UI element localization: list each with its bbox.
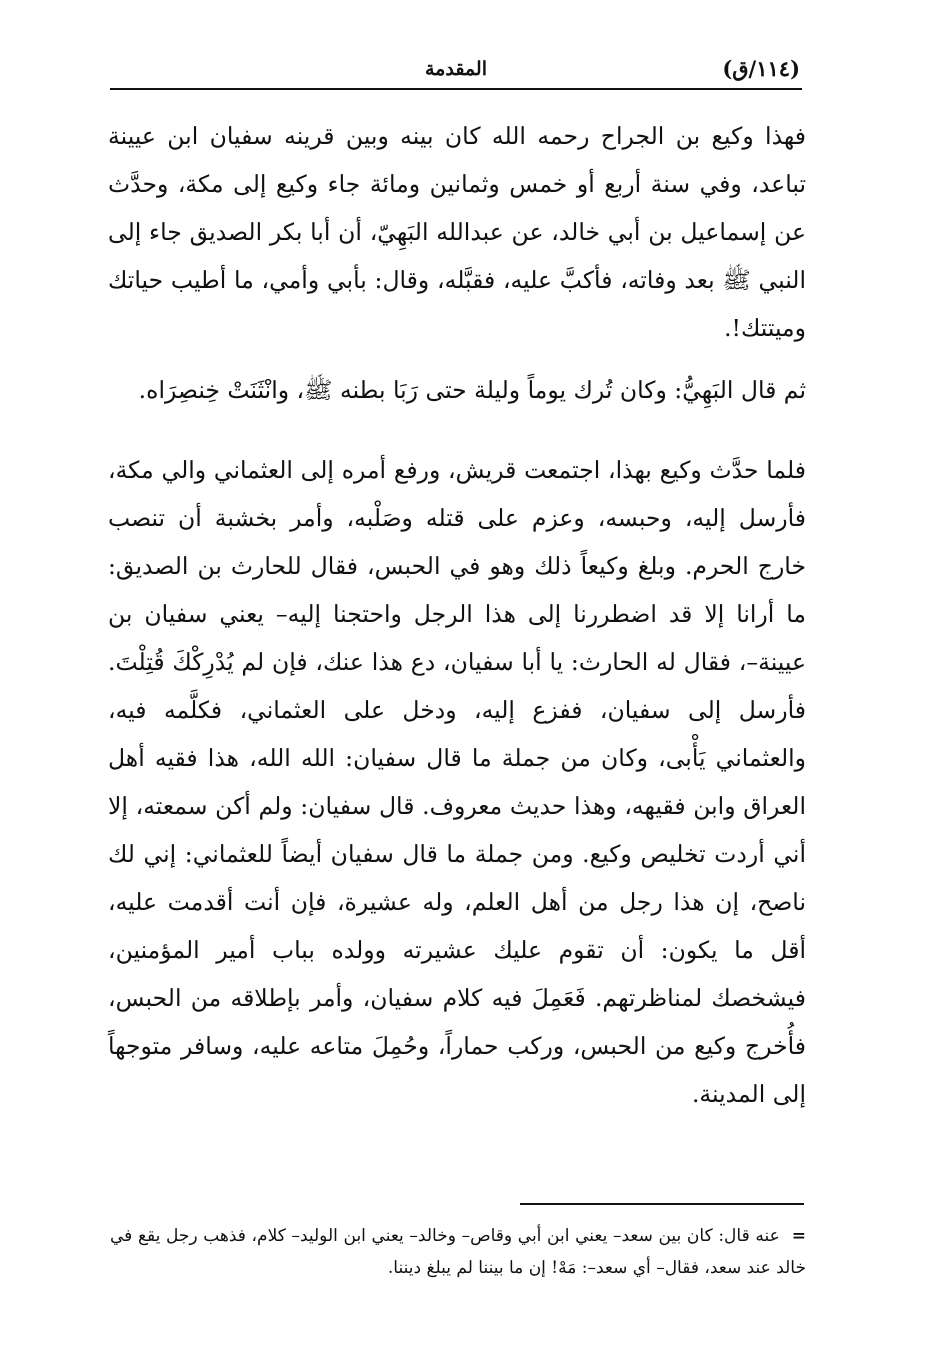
footnote-continuation-mark: = [791, 1226, 806, 1246]
page-header [110, 52, 802, 90]
page-reference: (١١٤/ق) [722, 56, 800, 81]
paragraph: فهذا وكيع بن الجراح رحمه الله كان بينه وبين قرينه سفيان ابن عيينة تباعد، وفي سنة أربع أو خمس وثمانين ومائة جاء وكيع إلى مكة، وحدَّث عن إسماعيل بن أبي خالد، عن عبدالله البَهِيّ، أن أبا بكر الصديق جاء إلى النبي ﷺ بعد وفاته، فأكبَّ عليه، فقبَّله، وقال: بأبي وأمي، ما أطيب حياتك وميتتك!. [108, 122, 806, 342]
running-title: المقدمة [424, 58, 487, 80]
paragraph: فلما حدَّث وكيع بهذا، اجتمعت قريش، ورفع أمره إلى العثماني والي مكة، فأرسل إليه، وحبسه، وعزم على قتله وصَلْبه، وأمر بخشبة أن تنصب خارج الحرم. وبلغ وكيعاً ذلك وهو في الحبس، فقال للحارث بن الصديق: ما أرانا إلا قد اضطررنا إلى هذا الرجل واحتجنا إليه– يعني سفيان بن عيينة–، فقال له الحارث: يا أبا سفيان، دع هذا عنك، فإن لم يُدْرِكْكَ قُتِلْتَ. فأرسل إلى سفيان، ففزع إليه، ودخل على العثماني، فكلَّمه فيه، والعثماني يَأْبى، وكان من جملة ما قال سفيان: الله الله، هذا فقيه أهل العراق وابن فقيهه، وهذا حديث معروف. قال سفيان: ولم أكن سمعته، إلا أني أردت تخليص وكيع. ومن جملة ما قال سفيان أيضاً للعثماني: إني لك ناصح، إن هذا رجل من أهل العلم، وله عشيرة، فإن أنت أقدمت عليه، أقل ما يكون: أن تقوم عليك عشيرته وولده بباب أمير المؤمنين، فيشخصك لمناظرتهم. فَعَمِلَ فيه كلام سفيان، وأمر بإطلاقه من الحبس، فأُخرج وكيع من الحبس، وركب حماراً، وحُمِلَ متاعه عليه، وسافر متوجهاً إلى المدينة. [108, 456, 806, 1108]
footnote [110, 1220, 806, 1284]
main-text [108, 112, 806, 1118]
footnote-separator [520, 1203, 804, 1205]
paragraph: ثم قال البَهِيُّ: وكان تُرك يوماً وليلة حتى رَبَا بطنه ﷺ، وانْثَنَتْ خِنصِرَاه. [138, 376, 806, 404]
footnote-text: عنه قال: كان بين سعد– يعني ابن أبي وقاص– وخالد– يعني ابن الوليد– كلام، فذهب رجل يقع في خالد عند سعد، فقال– أي سعد–: مَهْ! إن ما بيننا لم يبلغ ديننا. [110, 1226, 806, 1278]
